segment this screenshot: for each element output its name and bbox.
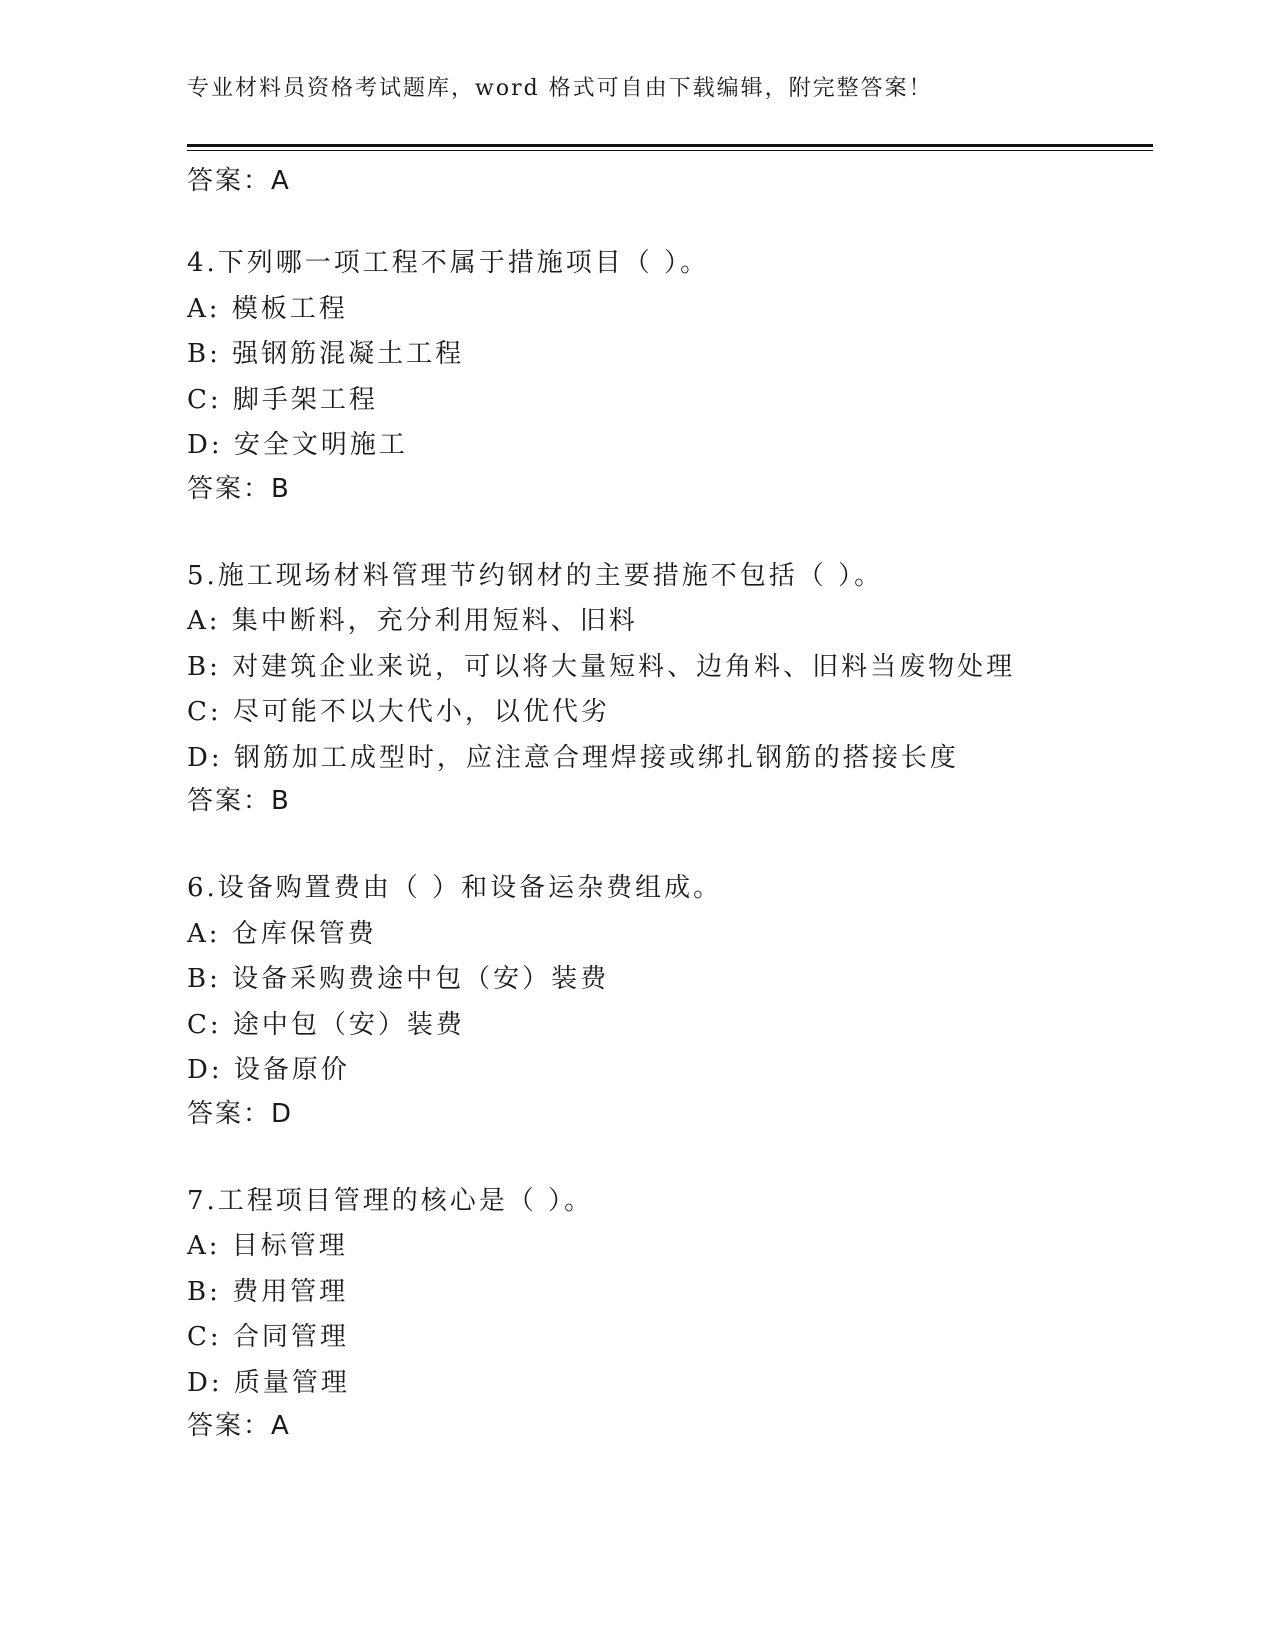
option-c: C: 尽可能不以大代小，以优代劣 (187, 697, 610, 727)
option-a: A: 目标管理 (187, 1231, 348, 1261)
header-rule-thin (187, 150, 1153, 151)
option-c: C: 合同管理 (187, 1322, 349, 1352)
answer-label: 答案：B (187, 473, 291, 504)
option-b: B: 设备采购费途中包（安）装费 (187, 964, 610, 994)
option-c: C: 脚手架工程 (187, 384, 378, 415)
spacer (187, 201, 1153, 241)
question-stem: 7.工程项目管理的核心是（ ）。 (187, 1185, 594, 1216)
option-d: D: 质量管理 (187, 1367, 350, 1398)
option-b: B: 费用管理 (187, 1276, 349, 1307)
answer-label: 答案：D (187, 1098, 294, 1129)
question-stem: 5.施工现场材料管理节约钢材的主要措施不包括（ ）。 (187, 560, 884, 591)
spacer (187, 821, 1153, 866)
question-block (187, 866, 1153, 1134)
header-rule-thick (187, 144, 1153, 147)
question-block (187, 554, 1153, 822)
question-stem: 6.设备购置费由（ ）和设备运杂费组成。 (187, 873, 723, 903)
option-d: D: 设备原价 (187, 1055, 350, 1085)
page-header: 专业材料员资格考试题库，word 格式可自由下载编辑，附完整答案！ (187, 76, 933, 101)
option-d: D: 安全文明施工 (187, 430, 408, 460)
answer-label: 答案：A (187, 166, 291, 196)
question-stem: 4.下列哪一项工程不属于措施项目（ ）。 (187, 248, 710, 278)
option-a: A: 集中断料，充分利用短料、旧料 (187, 606, 638, 636)
question-block (187, 1179, 1153, 1447)
spacer (187, 1134, 1153, 1179)
answer-label: 答案：A (187, 1411, 291, 1441)
option-c: C: 途中包（安）装费 (187, 1009, 465, 1040)
document-body (187, 161, 1153, 1446)
option-a: A: 仓库保管费 (187, 918, 377, 949)
option-d: D: 钢筋加工成型时，应注意合理焊接或绑扎钢筋的搭接长度 (187, 742, 959, 773)
option-a: A: 模板工程 (187, 293, 348, 324)
question-block (187, 241, 1153, 509)
answer-label: 答案：B (187, 786, 291, 816)
option-b: B: 强钢筋混凝土工程 (187, 339, 465, 369)
option-b: B: 对建筑企业来说，可以将大量短料、边角料、旧料当废物处理 (187, 651, 1016, 682)
spacer (187, 509, 1153, 554)
